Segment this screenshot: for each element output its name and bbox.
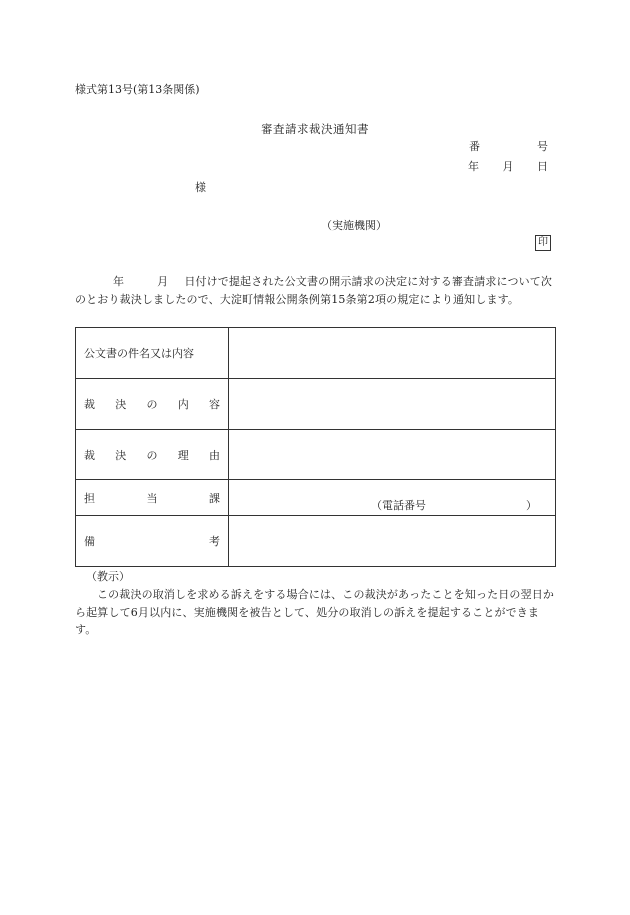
row-label-document (76, 328, 229, 379)
row-value-decision-content (229, 379, 556, 430)
label-char: 理 (177, 448, 189, 462)
phone-close-paren: ） (526, 499, 537, 512)
row-value-department (229, 480, 556, 516)
label-text: 公文書の件名又は内容 (84, 347, 194, 360)
instruction-text: この裁決の取消しを求める訴えをする場合には、この裁決があったことを知った日の翌日から起算して6月以内に、実施機関を被告として、処分の取消しの訴えを提起することができます。 (75, 588, 555, 636)
instruction-heading: （教示） (86, 570, 130, 583)
label-char: の (146, 448, 158, 462)
date-year: 年 (468, 160, 479, 173)
number-line (469, 140, 548, 153)
number-suffix: 号 (537, 140, 548, 153)
table-row (76, 379, 556, 430)
intro-paragraph (75, 273, 555, 308)
label-char: の (146, 398, 158, 411)
intro-month: 月 (157, 275, 169, 288)
phone-label: （電話番号 (371, 499, 426, 512)
intro-text: 日付けで提起された公文書の開示請求の決定に対する審査請求について次のとおり裁決しましたので、大淀町情報公開条例第15条第2項の規定により通知します。 (75, 275, 553, 306)
document-title: 審査請求裁決通知書 (261, 122, 369, 136)
label-char: 由 (209, 448, 220, 462)
row-label-remarks (76, 516, 229, 567)
date-month: 月 (502, 160, 514, 173)
agency-label: （実施機関） (321, 219, 387, 232)
label-char: 内 (177, 398, 189, 411)
row-label-department (76, 480, 229, 516)
label-char: 備 (84, 535, 95, 548)
label-char: 当 (146, 491, 158, 505)
intro-year: 年 (113, 275, 125, 288)
row-value-remarks (229, 516, 556, 567)
instruction-paragraph (75, 586, 555, 639)
date-day: 日 (537, 160, 548, 173)
row-value-document (229, 328, 556, 379)
addressee-suffix: 様 (195, 181, 206, 194)
seal-mark: 印 (535, 235, 551, 251)
table-row (76, 328, 556, 379)
table-row (76, 480, 556, 516)
table-row (76, 430, 556, 480)
label-char: 裁 (84, 398, 95, 411)
row-value-decision-reason (229, 430, 556, 480)
label-char: 考 (209, 535, 220, 548)
form-reference: 様式第13号(第13条関係) (75, 83, 200, 96)
label-char: 決 (115, 448, 127, 462)
date-line (468, 160, 548, 173)
label-char: 課 (209, 491, 220, 505)
label-char: 裁 (84, 448, 95, 462)
label-char: 容 (209, 398, 220, 411)
row-label-decision-content (76, 379, 229, 430)
row-label-decision-reason (76, 430, 229, 480)
label-char: 担 (84, 491, 95, 505)
number-label: 番 (469, 140, 480, 153)
label-char: 決 (115, 398, 127, 411)
table-row (76, 516, 556, 567)
notice-table (75, 327, 556, 567)
